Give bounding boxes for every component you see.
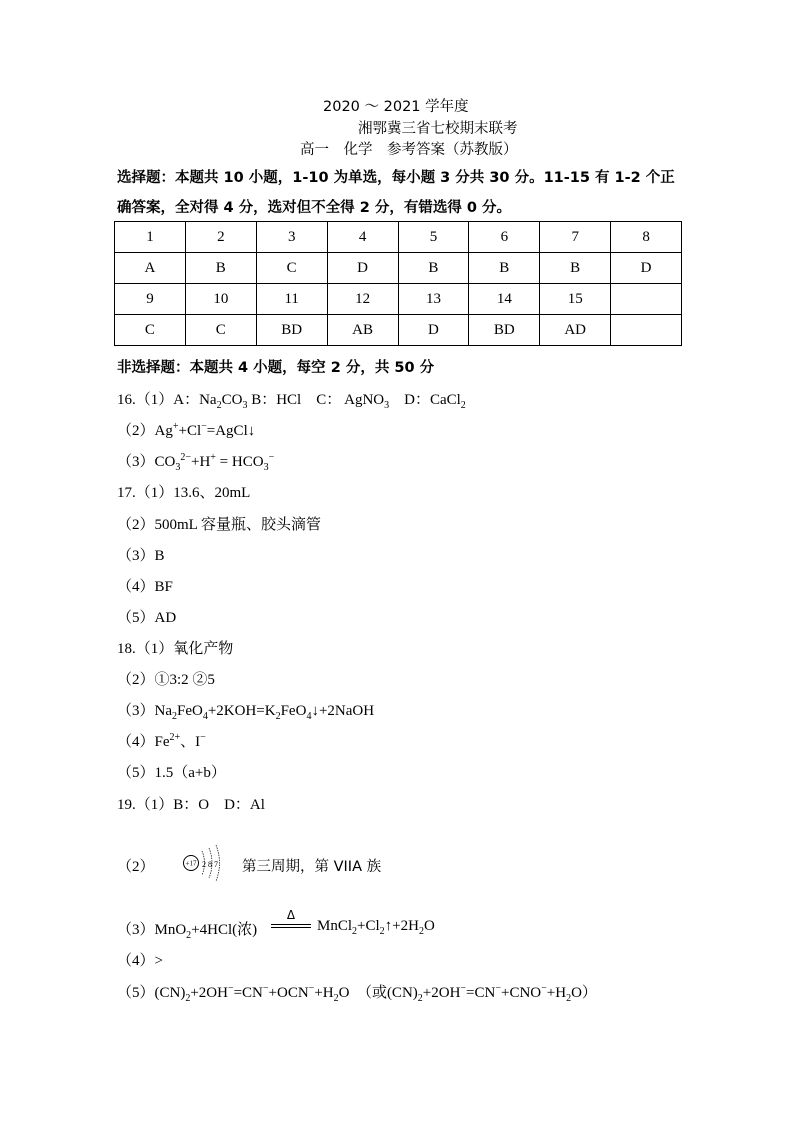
q19-part5-f: O （或(CN): [338, 985, 418, 1001]
subscript: 2: [352, 926, 358, 937]
q16-d: D：CaCl: [389, 392, 461, 408]
table-cell: AD: [540, 315, 611, 346]
table-cell: 10: [185, 284, 256, 315]
table-cell: AB: [327, 315, 398, 346]
subscript: 2: [417, 993, 423, 1004]
q19-part5-h: =CN: [466, 985, 496, 1001]
q19-part5-e: +H: [314, 985, 334, 1001]
mc-intro-line2: 确答案，全对得 4 分，选对但不全得 2 分，有错选得 0 分。: [117, 200, 512, 216]
table-cell: 8: [611, 222, 682, 253]
q16-part1: [117, 388, 466, 409]
q16-part2-label: （2）Ag: [117, 423, 173, 439]
subscript: 2: [275, 711, 281, 722]
q19-part3-a: （3）MnO: [117, 922, 187, 938]
q19-part3-left: [117, 918, 257, 939]
q18-part2: （2）①3:2 ②5: [117, 672, 215, 688]
q16-part2-end: =AgCl↓: [206, 423, 256, 439]
table-cell: C: [256, 253, 327, 284]
q18-part4-a: （4）Fe: [117, 734, 170, 750]
q16-c: AgNO: [341, 392, 385, 408]
q17-part5: （5）AD: [117, 610, 177, 626]
q19-part5-a: （5）(CN): [117, 985, 186, 1001]
table-cell: D: [611, 253, 682, 284]
q17-part1: 17.（1）13.6、20mL: [117, 485, 251, 501]
q19-part5-b: +2OH: [190, 985, 228, 1001]
table-cell: 12: [327, 284, 398, 315]
mc-intro-line1: 选择题：本题共 10 小题，1-10 为单选，每小题 3 分共 30 分。11-15 有 1-2 个正: [117, 170, 675, 186]
q19-part2-label: （2）: [117, 859, 155, 875]
table-cell: 14: [469, 284, 540, 315]
q17-part2: （2）500mL 容量瓶、胶头滴管: [117, 517, 322, 533]
q19-part5-d: +OCN: [268, 985, 309, 1001]
q16-part3: [117, 450, 274, 471]
table-cell: B: [469, 253, 540, 284]
table-row: [115, 253, 682, 284]
superscript: −: [541, 983, 547, 994]
table-cell: 15: [540, 284, 611, 315]
q19-part5-g: +2OH: [422, 985, 461, 1001]
superscript: −: [495, 983, 501, 994]
table-cell: BD: [469, 315, 540, 346]
table-cell: 1: [115, 222, 186, 253]
equals-line-bottom: [271, 927, 311, 928]
q19-part5: [117, 981, 597, 1002]
q18-part3: [117, 699, 374, 720]
q19-part3-right: [317, 918, 435, 935]
nonmc-intro: 非选择题：本题共 4 小题，每空 2 分，共 50 分: [117, 360, 435, 376]
atom-structure-diagram: [180, 843, 234, 885]
superscript: −: [308, 983, 315, 994]
superscript: −: [262, 983, 269, 994]
table-row: [115, 222, 682, 253]
table-row: [115, 284, 682, 315]
superscript: −: [268, 452, 275, 463]
q18-part3-c: +2KOH=K: [207, 703, 276, 719]
q17-part3: （3）B: [117, 548, 165, 564]
q18-part3-d: FeO: [280, 703, 307, 719]
q16-b: B：HCl C：: [247, 392, 342, 408]
q18-part4: [117, 730, 206, 751]
q19-part3-f: O: [423, 918, 435, 934]
q16-part3-mid2: = HCO: [215, 454, 264, 470]
table-cell: [611, 315, 682, 346]
superscript: −: [227, 983, 234, 994]
subscript: 3: [384, 400, 390, 411]
table-cell: B: [185, 253, 256, 284]
table-row: [115, 315, 682, 346]
q19-part5-c: =CN: [233, 985, 263, 1001]
superscript: −: [200, 732, 206, 743]
table-cell: 9: [115, 284, 186, 315]
subscript: 3: [175, 462, 181, 473]
q19-part3-e: ↑+2H: [384, 918, 419, 934]
table-cell: 4: [327, 222, 398, 253]
superscript: −: [460, 983, 467, 994]
subscript: 2: [186, 930, 192, 941]
subscript: 2: [185, 993, 191, 1004]
q16-part3-label: （3）CO: [117, 454, 176, 470]
subscript: 3: [263, 462, 269, 473]
q16-co: CO: [221, 392, 243, 408]
q16-part1-label: 16.（1）A：: [117, 392, 200, 408]
header-year: 2020 ～ 2021 学年度: [323, 99, 469, 115]
table-cell: 3: [256, 222, 327, 253]
q19-part4: （4）>: [117, 953, 163, 969]
q19-part5-i: +CNO: [500, 985, 542, 1001]
table-cell: [611, 284, 682, 315]
superscript: +: [172, 421, 179, 432]
table-cell: 2: [185, 222, 256, 253]
q18-part5: （5）1.5（a+b）: [117, 765, 226, 781]
superscript: −: [201, 421, 207, 432]
header-exam: 湘鄂冀三省七校期末联考: [358, 121, 518, 137]
q18-part3-b: FeO: [177, 703, 203, 719]
equals-line-top: [271, 924, 311, 925]
shell-electron-counts: 2 8 7: [202, 860, 218, 869]
subscript: 2: [379, 926, 385, 937]
reaction-condition: [271, 909, 311, 928]
header-subtitle: 高一 化学 参考答案（苏教版）: [300, 142, 518, 158]
table-cell: D: [327, 253, 398, 284]
table-cell: BD: [256, 315, 327, 346]
subscript: 2: [333, 993, 339, 1004]
answer-table: [114, 221, 682, 346]
subscript: 2: [460, 400, 466, 411]
table-cell: 7: [540, 222, 611, 253]
q19-part5-k: O）: [571, 985, 597, 1001]
superscript: 2−: [180, 452, 191, 463]
table-cell: 13: [398, 284, 469, 315]
table-cell: 6: [469, 222, 540, 253]
q16-na: Na: [199, 392, 217, 408]
q16-part3-mid: +H: [190, 454, 211, 470]
q19-part1: 19.（1）B：O D：Al: [117, 797, 265, 813]
subscript: 2: [216, 400, 222, 411]
q19-part3-c: MnCl: [317, 918, 353, 934]
q18-part1: 18.（1）氧化产物: [117, 641, 234, 657]
subscript: 3: [242, 400, 248, 411]
table-cell: 11: [256, 284, 327, 315]
subscript: 4: [306, 711, 312, 722]
table-cell: C: [185, 315, 256, 346]
superscript: +: [210, 452, 216, 463]
q19-part3-b: +4HCl(浓): [191, 922, 258, 938]
nucleus-charge: +17: [185, 859, 197, 868]
subscript: 2: [418, 926, 424, 937]
heating-symbol: Δ: [286, 908, 296, 922]
q18-part3-e: ↓+2NaOH: [311, 703, 375, 719]
q18-part3-a: （3）Na: [117, 703, 172, 719]
table-cell: D: [398, 315, 469, 346]
superscript: 2+: [169, 732, 181, 743]
subscript: 2: [566, 993, 572, 1004]
q19-part2-text: 第三周期，第 VIIA 族: [242, 859, 382, 875]
q19-part3-d: +Cl: [357, 918, 380, 934]
table-cell: 5: [398, 222, 469, 253]
table-cell: B: [540, 253, 611, 284]
q19-part5-j: +H: [546, 985, 567, 1001]
q18-part4-b: 、I: [180, 734, 201, 750]
q16-part2: [117, 419, 255, 440]
table-cell: C: [115, 315, 186, 346]
table-cell: A: [115, 253, 186, 284]
table-cell: B: [398, 253, 469, 284]
subscript: 4: [202, 711, 208, 722]
subscript: 2: [172, 711, 177, 722]
q17-part4: （4）BF: [117, 579, 173, 595]
q16-part2-mid: +Cl: [178, 423, 202, 439]
